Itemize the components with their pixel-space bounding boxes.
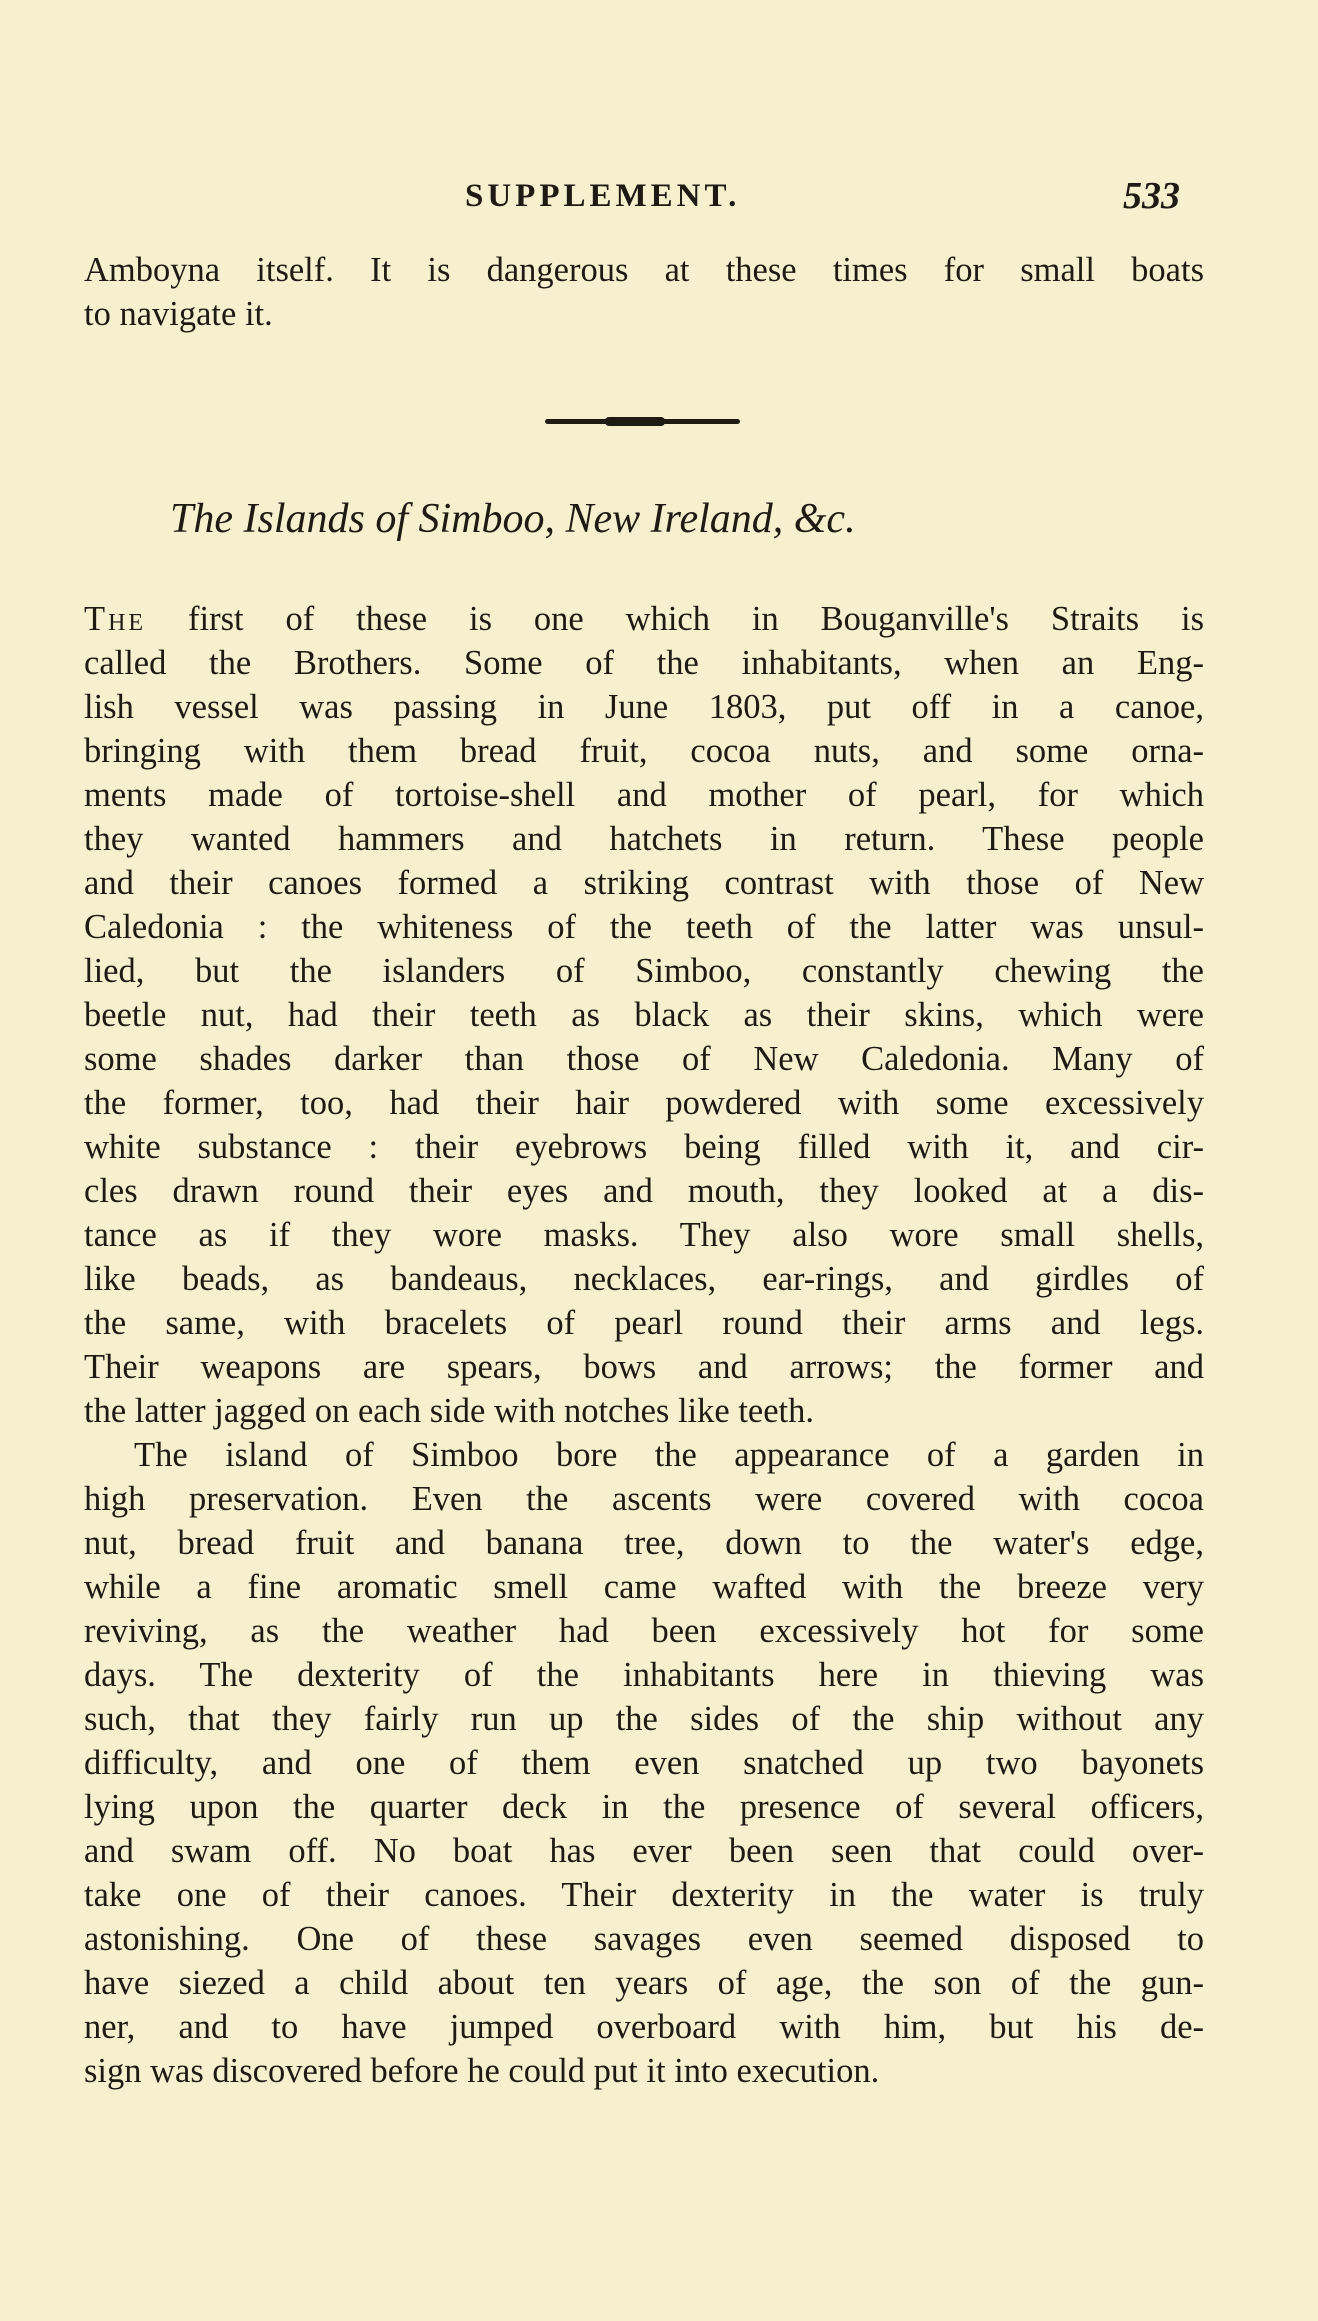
paragraph-line: difficulty, and one of them even snatched up two bayonets — [84, 1744, 1204, 1782]
paragraph-line: high preservation. Even the ascents were covered with cocoa — [84, 1480, 1204, 1518]
paragraph-line: they wanted hammers and hatchets in return. These people — [84, 820, 1204, 858]
page-number: 533 — [1123, 175, 1180, 217]
paragraph-line: and swam off. No boat has ever been seen that could over- — [84, 1832, 1204, 1870]
paragraph-line: like beads, as bandeaus, necklaces, ear-rings, and girdles of — [84, 1260, 1204, 1298]
paragraph-line: cles drawn round their eyes and mouth, they looked at a dis- — [84, 1172, 1204, 1210]
paragraph-line: the latter jagged on each side with notches like teeth. — [84, 1392, 814, 1430]
paragraph-line: lying upon the quarter deck in the presence of several officers, — [84, 1788, 1204, 1826]
paragraph-line: such, that they fairly run up the sides of the ship without any — [84, 1700, 1204, 1738]
continuation-line: Amboyna itself. It is dangerous at these times for small boats — [84, 251, 1204, 289]
paragraph-line: astonishing. One of these savages even seemed disposed to — [84, 1920, 1204, 1958]
paragraph-line: white substance : their eyebrows being filled with it, and cir- — [84, 1128, 1204, 1166]
paragraph-line: take one of their canoes. Their dexterity in the water is truly — [84, 1876, 1204, 1914]
paragraph-line — [84, 597, 1204, 641]
paragraph-line: while a fine aromatic smell came wafted with the breeze very — [84, 1568, 1204, 1606]
paragraph-line: days. The dexterity of the inhabitants here in thieving was — [84, 1656, 1204, 1694]
first-word: The — [84, 600, 147, 638]
paragraph-line: called the Brothers. Some of the inhabitants, when an Eng- — [84, 644, 1204, 682]
paragraph-line: tance as if they wore masks. They also wore small shells, — [84, 1216, 1204, 1254]
paragraph-line: ner, and to have jumped overboard with him, but his de- — [84, 2008, 1204, 2046]
page-header — [0, 175, 1318, 228]
paragraph-line: ments made of tortoise-shell and mother of pearl, for which — [84, 776, 1204, 814]
paragraph-line: lish vessel was passing in June 1803, put off in a canoe, — [84, 688, 1204, 726]
paragraph-line: Caledonia : the whiteness of the teeth of the latter was unsul- — [84, 908, 1204, 946]
paragraph-line: the same, with bracelets of pearl round their arms and legs. — [84, 1304, 1204, 1342]
paragraph-line: nut, bread fruit and banana tree, down to the water's edge, — [84, 1524, 1204, 1562]
paragraph-line: sign was discovered before he could put it into execution. — [84, 2052, 880, 2090]
paragraph-line: reviving, as the weather had been excessively hot for some — [84, 1612, 1204, 1650]
paragraph-line: some shades darker than those of New Caledonia. Many of — [84, 1040, 1204, 1078]
section-divider — [545, 419, 740, 424]
paragraph-line: beetle nut, had their teeth as black as their skins, which were — [84, 996, 1204, 1034]
section-title: The Islands of Simboo, New Ireland, &c. — [170, 496, 856, 542]
paragraph-line: The island of Simboo bore the appearance of a garden in — [134, 1436, 1204, 1474]
paragraph-line: have siezed a child about ten years of age, the son of the gun- — [84, 1964, 1204, 2002]
running-head: SUPPLEMENT. — [465, 178, 741, 214]
paragraph-line: the former, too, had their hair powdered with some excessively — [84, 1084, 1204, 1122]
continuation-line: to navigate it. — [84, 295, 273, 333]
paragraph-line: Their weapons are spears, bows and arrows; the former and — [84, 1348, 1204, 1386]
paragraph-line: and their canoes formed a striking contrast with those of New — [84, 864, 1204, 902]
paragraph-line: bringing with them bread fruit, cocoa nuts, and some orna- — [84, 732, 1204, 770]
paragraph-line: lied, but the islanders of Simboo, constantly chewing the — [84, 952, 1204, 990]
first-line-text: first of these is one which in Bouganville's Straits is — [146, 600, 1204, 638]
